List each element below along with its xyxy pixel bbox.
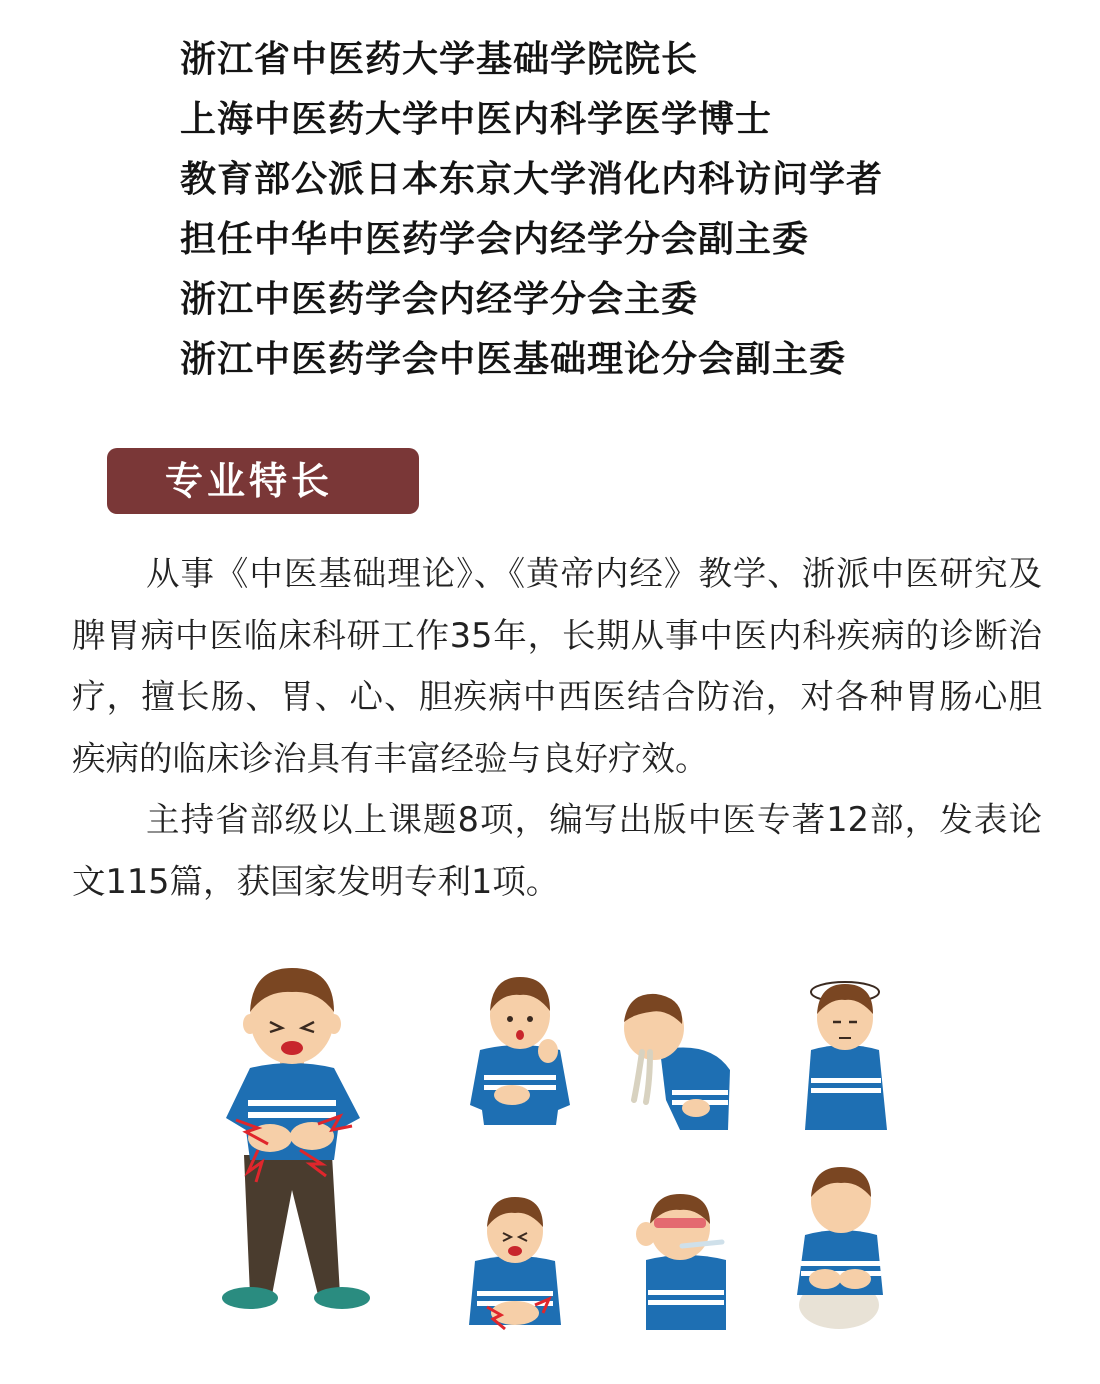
symptom-illustration: [0, 950, 1100, 1384]
specialty-paragraph-2: 主持省部级以上课题8项，编写出版中医专著12部，发表论文115篇，获国家发明专利1项。: [72, 800, 1042, 901]
section-title-badge: 专业特长: [107, 448, 419, 514]
headache-figure: [636, 1194, 726, 1330]
abdominal-pain-figure: [469, 1197, 561, 1329]
stomach-ache-figure: [222, 968, 370, 1309]
credential-line: 浙江中医药学会内经学分会主委: [180, 279, 699, 320]
vomiting-figure: [624, 994, 730, 1130]
credential-line: 上海中医药大学中医内科学医学博士: [180, 99, 773, 140]
specialty-text: [72, 543, 1042, 912]
credential-line: 浙江中医药学会中医基础理论分会副主委: [180, 339, 847, 380]
specialty-paragraph-1: 从事《中医基础理论》、《黄帝内经》教学、浙派中医研究及脾胃病中医临床科研工作35年，长期从事中医内科疾病的诊断治疗，擅长肠、胃、心、胆疾病中西医结合防治，对各种胃肠心胆疾病的临床诊治具有丰富经验与良好疗效。: [72, 554, 1042, 778]
credential-line: 担任中华中医药学会内经学分会副主委: [180, 219, 810, 260]
dizziness-figure: [805, 982, 887, 1130]
credential-line: 浙江省中医药大学基础学院院长: [180, 39, 699, 80]
credentials-list: [180, 30, 883, 390]
sore-throat-figure: [470, 977, 570, 1125]
credential-line: 教育部公派日本东京大学消化内科访问学者: [180, 159, 884, 200]
diarrhea-figure: [797, 1167, 883, 1329]
